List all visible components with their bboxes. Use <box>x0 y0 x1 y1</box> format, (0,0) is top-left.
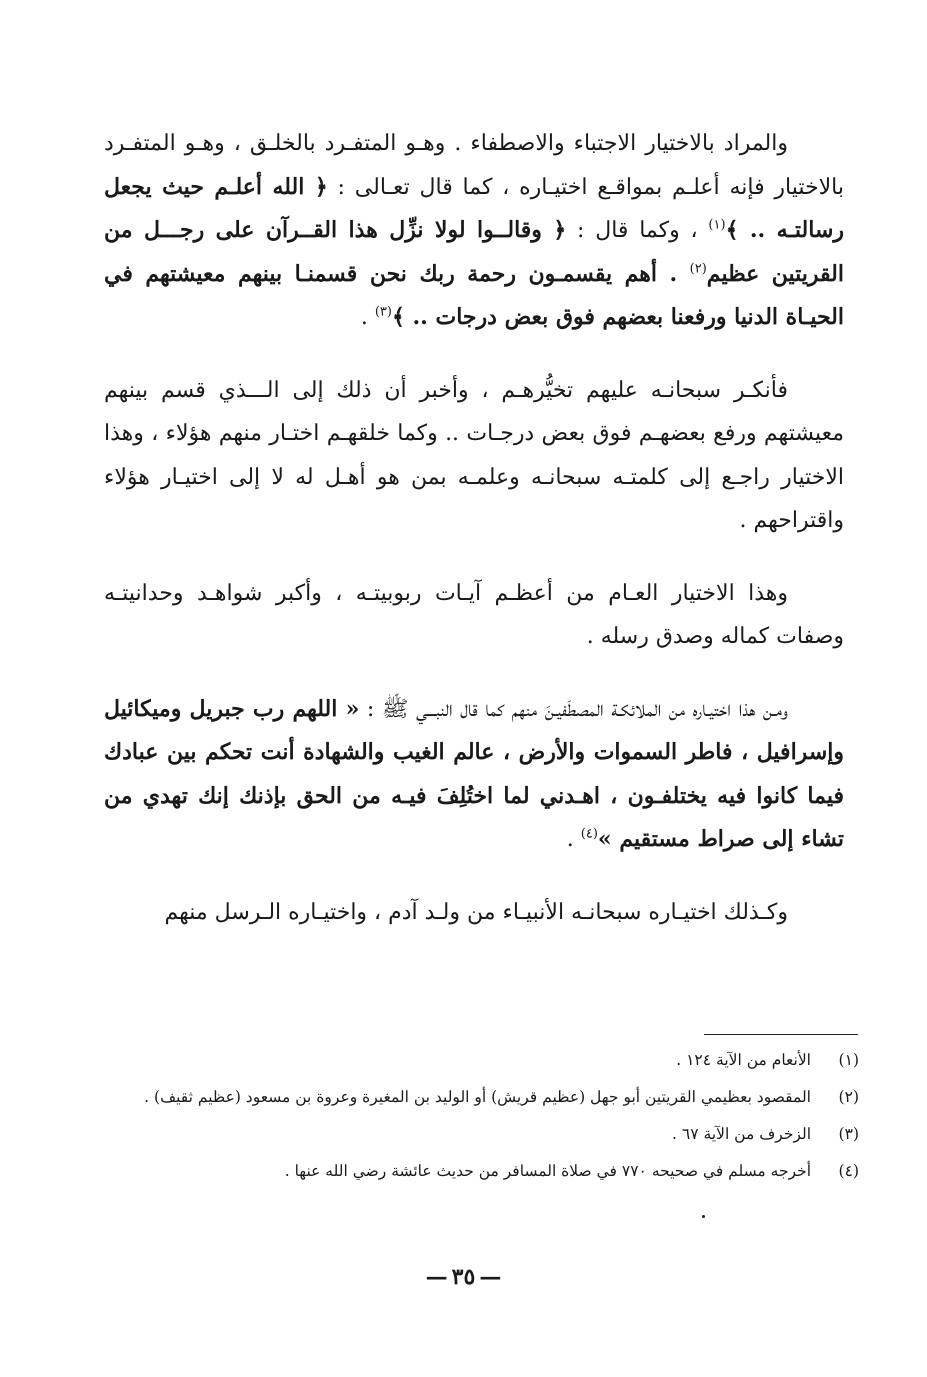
page-number: — ٣٥ — <box>425 1264 502 1290</box>
footnote-number: (٢) <box>838 1088 859 1106</box>
footnote-number: (١) <box>838 1051 859 1069</box>
text-run: . <box>566 827 581 852</box>
footnote-separator <box>704 1034 858 1035</box>
footnote-text: الأنعام من الآية ١٢٤ . <box>676 1051 811 1069</box>
text-run: ومـن هذا اختيـاره من الملائكـة المصطَفيـنَ منهم كما قال النبـــي ﷺ : <box>359 696 788 722</box>
footnote-marker: (٣) <box>374 304 392 320</box>
quoted-text: « اللهم رب جبريل وميكائيل وإسرافيل ، فاطر السموات والأرض ، عالم الغيب والشهادة أنت تحكم بين عبادك فيما كانوا فيه يختلفـون ، اهـدني لما اختُلِفَ فيـه من الحق بإذنك إنك تهدي من تشاء إلى صراط مستقيم » <box>104 695 844 852</box>
footnote-text: أخرجه مسلم في صحيحه ٧٧٠ في صلاة المسافر من حديث عائشة رضي الله عنها . <box>284 1162 811 1180</box>
text-run: ، وكما قال : <box>566 218 709 243</box>
footnote-number: (٤) <box>838 1162 859 1180</box>
paragraph-1 <box>104 122 844 340</box>
main-text <box>104 122 844 934</box>
footnotes <box>104 1042 859 1190</box>
footnote-2 <box>104 1079 859 1116</box>
footnote-4 <box>104 1153 859 1190</box>
footnote-1 <box>104 1042 859 1079</box>
paragraph-3 <box>104 572 844 659</box>
footnote-marker: (٢) <box>689 261 707 277</box>
text-run: والمراد بالاختيار الاجتباء والاصطفاء . وهـو المتفـرد بالخلـق ، وهـو المتفـرد بالاختيار فإنه أعلـم بمواقـع اختيـاره ، كما قال تعـالى : <box>104 131 844 200</box>
text-run: وكـذلك اختيـاره سبحانـه الأنبيـاء من ولـد آدم ، واختيـاره الـرسل منهم <box>164 899 788 925</box>
paragraph-5 <box>104 891 844 935</box>
quoted-text: ﴿ وقالــوا لولا نزِّل هذا القــرآن على رجـــل من القريتين عظيم <box>104 217 845 287</box>
quoted-text: . أهم يقسمـون رحمة ربك نحن قسمنـا بينهم معيشتهم في الحيـاة الدنيا ورفعنا بعضهم فوق بعض درجات .. ﴾ <box>104 260 844 330</box>
footnote-marker: (٤) <box>580 826 598 842</box>
ink-speck <box>702 1215 705 1218</box>
page-number-value: ٣٥ <box>451 1264 476 1290</box>
paragraph-4 <box>104 688 844 862</box>
footnote-text: المقصود بعظيمي القريتين أبو جهل (عظيم قريش) أو الوليد بن المغيرة وعروة بن مسعود (عظيم ثقيف) . <box>144 1088 811 1106</box>
footnote-marker: (١) <box>708 217 726 233</box>
footnote-3 <box>104 1116 859 1153</box>
quoted-text: ﴿ الله أعلـم حيث يجعل رسالتـه .. ﴾ <box>104 173 845 243</box>
text-run: . <box>360 305 375 330</box>
footnote-number: (٣) <box>838 1125 859 1143</box>
text-run: وهذا الاختيار العـام من أعظـم آيـات ربوبيتـه ، وأكبر شواهـد وحدانيتـه وصفات كماله وصدق رسله . <box>104 580 844 649</box>
text-run: فأنكـر سبحانـه عليهم تخيُّرهـم ، وأخبر أن ذلك إلى الـــذي قسم بينهم معيشتهم ورفع بعضهـم فوق بعض درجـات .. وكما خلقهـم اختـار منهم هؤلاء ، وهذا الاختيار راجـع إلى كلمتـه سبحانـه وعلمـه بمن هو أهـل له لا إلى اختيـار هؤلاء واقتراحهم . <box>104 377 844 533</box>
footnote-text: الزخرف من الآية ٦٧ . <box>672 1125 811 1143</box>
paragraph-2 <box>104 369 844 543</box>
